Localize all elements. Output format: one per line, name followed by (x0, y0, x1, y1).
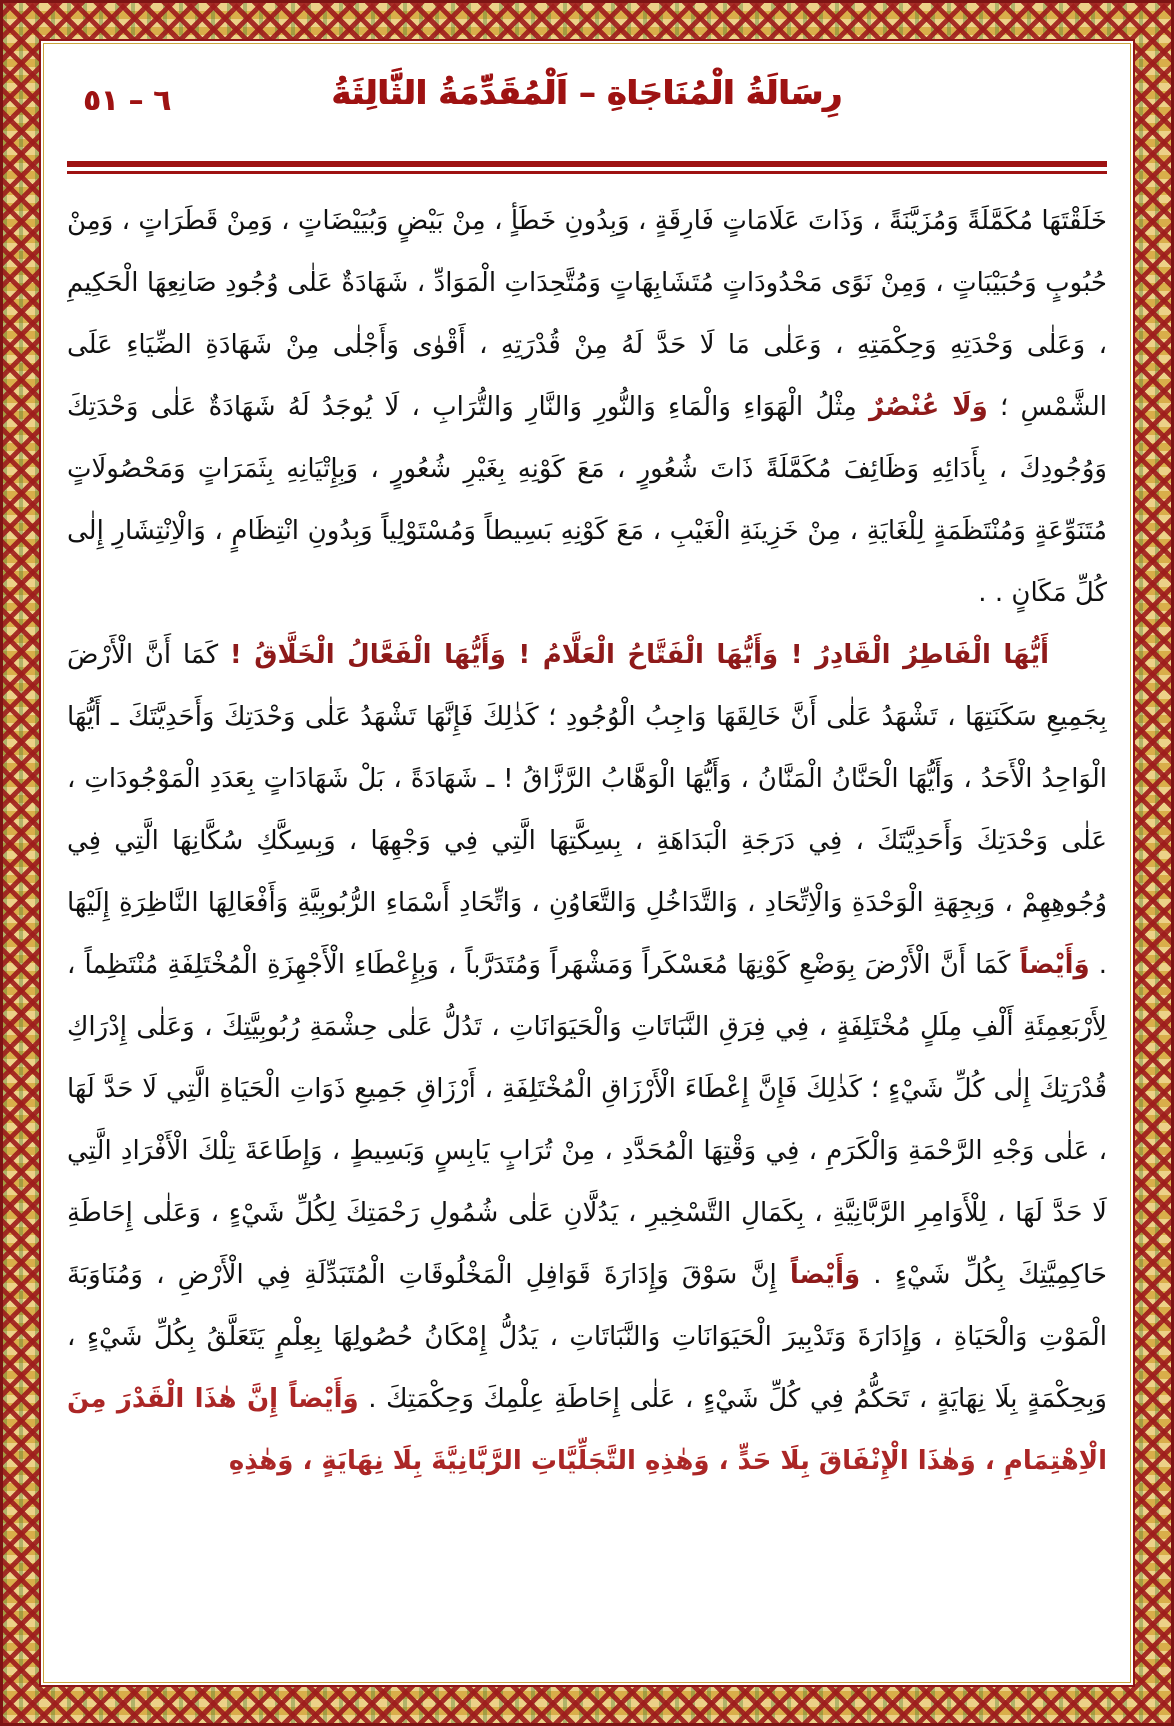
page-number: ٦ – ٥١ (83, 83, 171, 117)
text-segment: كَمَا أَنَّ الْأَرْضَ بِجَمِيعِ سَكَنَتِهَا ، تَشْهَدُ عَلٰى أَنَّ خَالِقَهَا وَاجِبُ الْوُجُودِ ؛ كَذٰلِكَ فَإِنَّهَا تَشْهَدُ عَلٰى وَحْدَتِكَ وَأَحَدِيَّتَكَ ـ أَيُّهَا الْوَاحِدُ الْأَحَدُ ، وَأَيُّهَا الْحَنَّانُ الْمَنَّانُ ، وَأَيُّهَا الْوَهَّابُ الرَّزَّاقُ ! ـ شَهَادَةً ، بَلْ شَهَادَاتٍ بِعَدَدِ الْمَوْجُودَاتِ ، عَلٰى وَحْدَتِكَ وَأَحَدِيَّتَكَ ، فِي دَرَجَةِ الْبَدَاهَةِ ، بِسِكَّتِهَا الَّتِي فِي وَجْهِهَا ، وَبِسِكَّكِ سُكَّانِهَا الَّتِي فِي وُجُوهِهِمْ ، وَبِجِهَةِ الْوَحْدَةِ وَالْاِتِّحَادِ ، وَالتَّدَاخُلِ وَالتَّعَاوُنِ ، وَاتِّحَادِ أَسْمَاءِ الرُّبُوبِيَّةِ وَأَفْعَالِهَا النَّاظِرَةِ إِلَيْهَا . (67, 640, 1107, 980)
highlighted-text-segment: وَأَيْضاً إِنَّ هٰذَا الْقَدْرَ مِنَ الْاِهْتِمَامِ ، وَهٰذَا الْإِنْفَاقَ بِلَا حَدٍّ ، وَهٰذِهِ التَّجَلِّيَّاتِ الرَّبَّانِيَّةَ بِلَا نِهَايَةٍ ، وَهٰذِهِ (67, 1384, 1107, 1476)
highlighted-text-segment: وَأَيْضاً (1019, 950, 1090, 980)
body-text (67, 190, 1107, 1620)
highlighted-text-segment: وَأَيْضاً (789, 1260, 861, 1290)
header-divider-rule (67, 161, 1107, 174)
page-header (67, 55, 1107, 147)
paragraph (67, 190, 1107, 624)
text-segment: خَلَقْتَهَا مُكَمَّلَةً وَمُزَيَّنَةً ، وَذَاتَ عَلَامَاتٍ فَارِقَةٍ ، وَبِدُونِ خَطَأٍ ، مِنْ بَيْضٍ وَبُيَيْضَاتٍ ، وَمِنْ قَطَرَاتٍ ، وَمِنْ حُبُوبٍ وَحُبَيْبَاتٍ ، وَمِنْ نَوًى مَحْدُودَاتٍ مُتَشَابِهَاتٍ وَمُتَّحِدَاتِ الْمَوَادِّ ، شَهَادَةٌ عَلٰى وُجُودِ صَانِعِهَا الْحَكِيمِ ، وَعَلٰى وَحْدَتِهِ وَحِكْمَتِهِ ، وَعَلٰى مَا لَا حَدَّ لَهُ مِنْ قُدْرَتِهِ ، أَقْوٰى وَأَجْلٰى مِنْ شَهَادَةِ الضِّيَاءِ عَلَى الشَّمْسِ ؛ (67, 206, 1107, 422)
page-title: رِسَالَةُ الْمُنَاجَاةِ – اَلْمُقَدِّمَةُ الثَّالِثَةُ (331, 73, 843, 112)
text-segment: إِنَّ سَوْقَ وَإِدَارَةَ قَوَافِلِ الْمَخْلُوقَاتِ الْمُتَبَدِّلَةِ فِي الْأَرْضِ ، وَمُنَاوَبَةَ الْمَوْتِ وَالْحَيَاةِ ، وَإِدَارَةَ وَتَدْبِيرَ الْحَيَوَانَاتِ وَالنَّبَاتَاتِ ، يَدُلُّ إِمْكَانُ حُصُولِهَا بِعِلْمٍ يَتَعَلَّقُ بِكُلِّ شَيْءٍ ، وَبِحِكْمَةٍ بِلَا نِهَايَةٍ ، تَحَكُّمُ فِي كُلِّ شَيْءٍ ، عَلٰى إِحَاطَةِ عِلْمِكَ وَحِكْمَتِكَ . (67, 1260, 1107, 1414)
highlighted-text-segment: أَيُّهَا الْفَاطِرُ الْقَادِرُ ! وَأَيُّهَا الْفَتَّاحُ الْعَلَّامُ ! وَأَيُّهَا الْفَعَّالُ الْخَلَّاقُ ! (229, 640, 1049, 670)
paragraph (67, 624, 1107, 1492)
highlighted-text-segment: وَلَا عُنْصُرٌ (869, 392, 988, 422)
text-segment: مِثْلُ الْهَوَاءِ وَالْمَاءِ وَالنُّورِ وَالنَّارِ وَالتُّرَابِ ، لَا يُوجَدُ لَهُ شَهَادَةٌ عَلٰى وَحْدَتِكَ وَوُجُودِكَ ، بِأَدَائِهِ وَظَائِفَ مُكَمَّلَةً ذَاتَ شُعُورٍ ، مَعَ كَوْنِهِ بِغَيْرِ شُعُورٍ ، وَبِإِتْيَانِهِ بِثَمَرَاتٍ وَمَحْصُولَاتٍ مُتَنَوِّعَةٍ وَمُنْتَظَمَةٍ لِلْغَايَةِ ، مِنْ خَزِينَةِ الْغَيْبِ ، مَعَ كَوْنِهِ بَسِيطاً وَمُسْتَوْلِياً وَبِدُونِ انْتِظَامٍ ، وَالْاِنْتِشَارِ إِلٰى كُلِّ مَكَانٍ . . (67, 392, 1107, 608)
text-segment: كَمَا أَنَّ الْأَرْضَ بِوَضْعِ كَوْنِهَا مُعَسْكَراً وَمَشْهَراً وَمُتَدَرَّباً ، وَبِإِعْطَاءِ الْأَجْهِزَةِ الْمُخْتَلِفَةِ مُنْتَظِماً ، لِأَرْبَعِمِئَةِ أَلْفِ مِلَلٍ مُخْتَلِفَةٍ ، فِي فِرَقِ النَّبَاتَاتِ وَالْحَيَوَانَاتِ ، تَدُلُّ عَلٰى حِشْمَةِ رُبُوبِيَّتِكَ ، وَعَلٰى إِدْرَاكِ قُدْرَتِكَ إِلٰى كُلِّ شَيْءٍ ؛ كَذٰلِكَ فَإِنَّ إِعْطَاءَ الْأَرْزَاقِ الْمُخْتَلِفَةِ ، أَرْزَاقِ جَمِيعِ ذَوَاتِ الْحَيَاةِ الَّتِي لَا حَدَّ لَهَا ، عَلٰى وَجْهِ الرَّحْمَةِ وَالْكَرَمِ ، فِي وَقْتِهَا الْمُحَدَّدِ ، مِنْ تُرَابٍ يَابِسٍ وَبَسِيطٍ ، وَإِطَاعَةَ تِلْكَ الْأَفْرَادِ الَّتِي لَا حَدَّ لَهَا ، لِلْأَوَامِرِ الرَّبَّانِيَّةِ ، بِكَمَالِ التَّسْخِيرِ ، يَدُلَّانِ عَلٰى شُمُولِ رَحْمَتِكَ لِكُلِّ شَيْءٍ ، وَعَلٰى إِحَاطَةِ حَاكِمِيَّتِكَ بِكُلِّ شَيْءٍ . (67, 950, 1107, 1290)
page-sheet (39, 39, 1135, 1687)
